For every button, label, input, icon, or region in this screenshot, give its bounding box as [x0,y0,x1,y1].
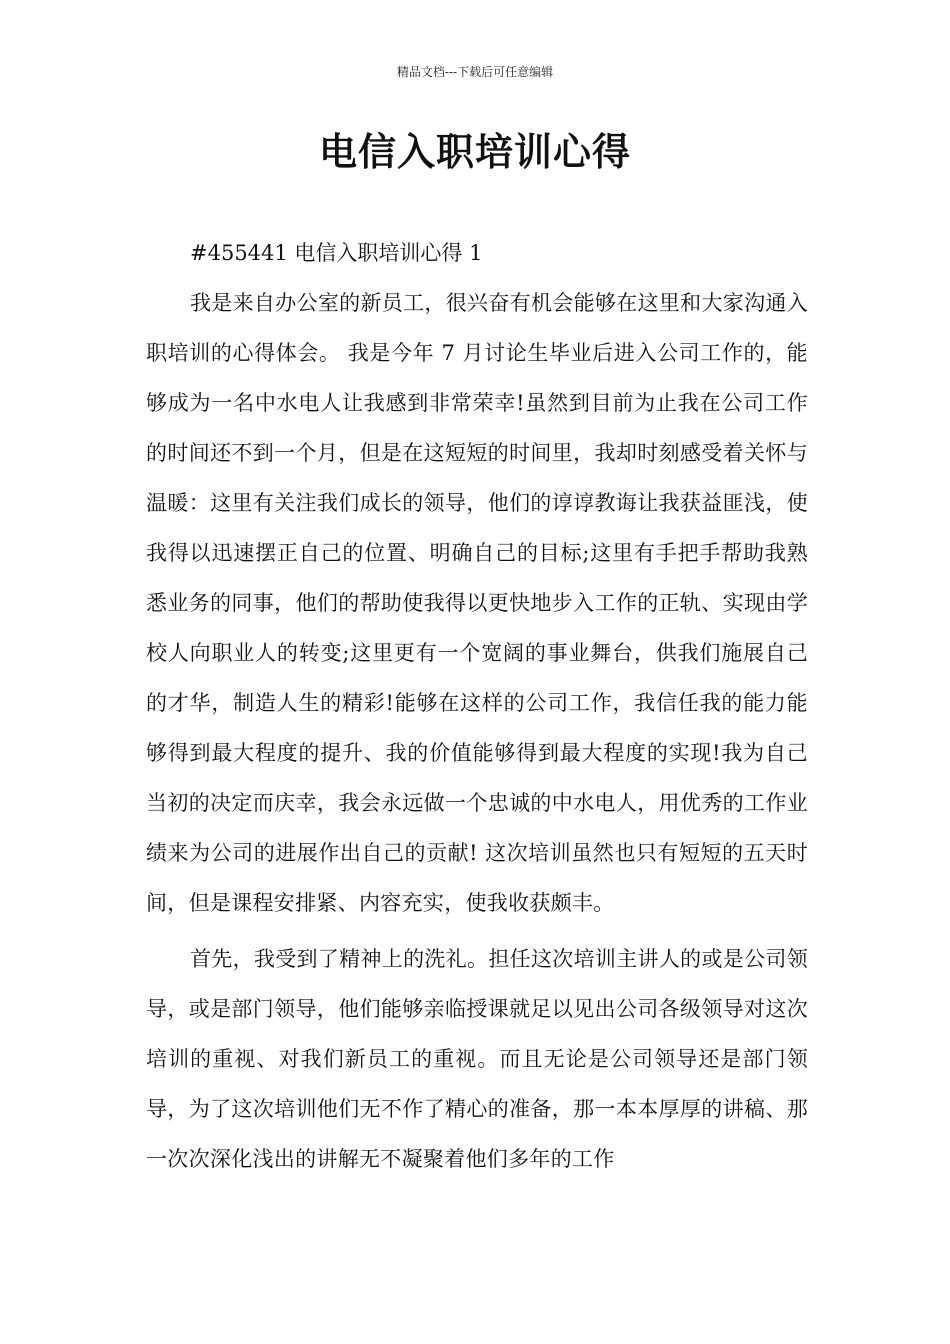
document-title: 电信入职培训心得 [318,129,631,174]
header-note: 精品文档---下载后可任意编辑 [396,65,554,79]
document-body [146,228,808,1190]
body-paragraph-1: 我是来自办公室的新员工，很兴奋有机会能够在这里和大家沟通入职培训的心得体会。 我是今年 7 月讨论生毕业后进入公司工作的，能够成为一名中水电人让我感到非常荣幸!虽然到目前为止我在公司工作的时间还不到一个月，但是在这短短的时间里，我却时刻感受着关怀与温暖：这里有关注我们成长的领导，他们的谆谆教诲让我获益匪浅，使我得以迅速摆正自己的位置、明确自己的目标;这里有手把手帮助我熟悉业务的同事，他们的帮助使我得以更快地步入工作的正轨、实现由学校人向职业人的转变;这里更有一个宽阔的事业舞台，供我们施展自己的才华，制造人生的精彩!能够在这样的公司工作，我信任我的能力能够得到最大程度的提升、我的价值能够得到最大程度的实现!我为自己当初的决定而庆幸，我会永远做一个忠诚的中水电人，用优秀的工作业绩来为公司的进展作出自己的贡献! 这次培训虽然也只有短短的五天时间，但是课程安排紧、内容充实，使我收获颇丰。 [146,291,808,915]
body-paragraph-2: 首先，我受到了精神上的洗礼。担任这次培训主讲人的或是公司领导，或是部门领导，他们能够亲临授课就足以见出公司各级领导对这次培训的重视、对我们新员工的重视。而且无论是公司领导还是部门领导，为了这次培训他们无不作了精心的准备，那一本本厚厚的讲稿、那一次次深化浅出的讲解无不凝聚着他们多年的工作 [146,947,808,1171]
section-subheading: #455441 电信入职培训心得 1 [190,241,483,265]
